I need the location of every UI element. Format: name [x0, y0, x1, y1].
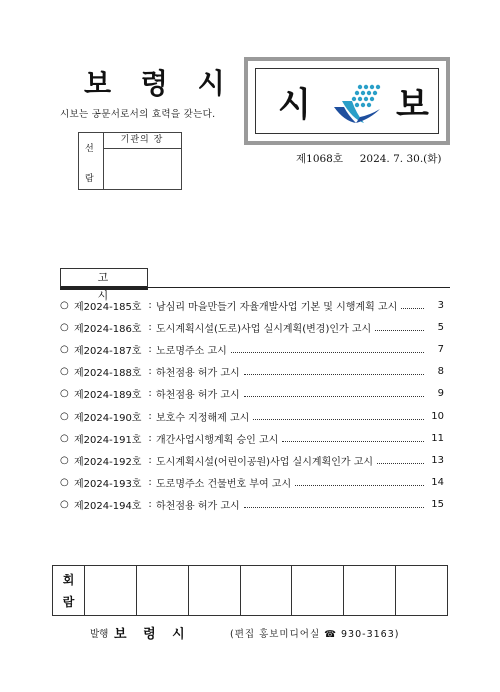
notice-number: 제2024-186호	[74, 323, 142, 335]
circulation-cell	[137, 566, 189, 615]
notice-leader	[295, 485, 424, 486]
notice-leader	[231, 352, 424, 353]
gazette-logo	[244, 57, 450, 145]
notice-bullet-icon: ○	[60, 366, 69, 378]
notice-leader	[253, 419, 424, 420]
notice-separator: :	[148, 321, 152, 333]
notice-leader	[375, 330, 424, 331]
notice-title: 노로명주소 고시	[156, 345, 227, 357]
notice-number: 제2024-191호	[74, 434, 142, 446]
sign-head-label: 기관의 장	[103, 133, 181, 149]
city-emblem-icon	[330, 81, 390, 127]
notice-bullet-icon: ○	[60, 432, 69, 444]
notice-page: 10	[431, 410, 444, 422]
city-title: 보 령 시	[84, 67, 235, 100]
sign-side-column	[79, 133, 104, 189]
notice-item[interactable]	[60, 450, 444, 470]
notice-page: 11	[431, 432, 444, 444]
tagline: 시보는 공문서로서의 효력을 갖는다.	[60, 109, 216, 120]
notice-number: 제2024-188호	[74, 368, 142, 380]
footer-publisher-label: 발행	[90, 629, 109, 640]
circulation-label	[53, 566, 85, 615]
notice-item[interactable]	[60, 339, 444, 359]
notice-bullet-icon: ○	[60, 477, 69, 489]
notice-page: 13	[431, 454, 444, 466]
notice-separator: :	[148, 388, 152, 400]
notice-page: 14	[431, 477, 444, 489]
notice-bullet-icon: ○	[60, 499, 69, 511]
issue-line	[296, 151, 442, 166]
notice-item[interactable]	[60, 428, 444, 448]
notice-number: 제2024-189호	[74, 390, 142, 402]
notice-title: 도시계획시설(어린이공원)사업 실시계획인가 고시	[156, 456, 374, 468]
logo-char-si: 시	[278, 85, 311, 125]
notice-item[interactable]	[60, 295, 444, 315]
circulation-cell	[241, 566, 293, 615]
notice-item[interactable]	[60, 495, 444, 515]
notice-bullet-icon: ○	[60, 343, 69, 355]
notice-separator: :	[148, 432, 152, 444]
issue-date: 2024. 7. 30.(화)	[359, 153, 442, 165]
notice-page: 8	[437, 366, 444, 378]
notice-leader	[282, 441, 424, 442]
notice-number: 제2024-192호	[74, 456, 142, 468]
notice-title: 남심리 마을만들기 자율개발사업 기본 및 시행계획 고시	[156, 301, 398, 313]
notice-item[interactable]	[60, 406, 444, 426]
sign-side-bottom: 람	[85, 174, 94, 184]
notice-title: 도시계획시설(도로)사업 실시계획(변경)인가 고시	[156, 323, 372, 335]
notice-bullet-icon: ○	[60, 321, 69, 333]
notice-item[interactable]	[60, 473, 444, 493]
notice-page: 5	[437, 321, 444, 333]
logo-char-bo: 보	[396, 85, 429, 125]
review-sign-box	[78, 132, 182, 190]
notice-page: 7	[437, 343, 444, 355]
notice-separator: :	[148, 477, 152, 489]
circulation-label-top: 회	[62, 573, 75, 588]
circulation-box	[52, 565, 448, 616]
circulation-cell	[189, 566, 241, 615]
notice-separator: :	[148, 499, 152, 511]
notice-item[interactable]	[60, 317, 444, 337]
circulation-cell	[344, 566, 396, 615]
notice-heading: 고 시	[60, 268, 148, 290]
notice-number: 제2024-193호	[74, 479, 142, 491]
notice-title: 하천점용 허가 고시	[156, 501, 240, 513]
circulation-cell	[396, 566, 447, 615]
notice-separator: :	[148, 343, 152, 355]
notice-title: 하천점용 허가 고시	[156, 368, 240, 380]
footer-editor: (편집 홍보미디어실 ☎ 930-3163)	[230, 629, 400, 640]
notice-title: 보호수 지정해제 고시	[156, 412, 250, 424]
notice-divider	[60, 287, 450, 288]
notice-item[interactable]	[60, 384, 444, 404]
circulation-cell	[85, 566, 137, 615]
notice-page: 3	[437, 299, 444, 311]
circulation-cell	[292, 566, 344, 615]
notice-separator: :	[148, 410, 152, 422]
notice-item[interactable]	[60, 362, 444, 382]
sign-side-top: 선	[85, 144, 94, 154]
notice-page: 15	[431, 499, 444, 511]
gazette-logo-frame	[255, 68, 439, 134]
notice-bullet-icon: ○	[60, 299, 69, 311]
notice-title: 하천점용 허가 고시	[156, 390, 240, 402]
circulation-label-bottom: 람	[62, 594, 75, 609]
notice-title: 도로명주소 건물번호 부여 고시	[156, 479, 292, 491]
notice-separator: :	[148, 299, 152, 311]
notice-title: 개간사업시행계획 승인 고시	[156, 434, 279, 446]
notice-leader	[244, 374, 424, 375]
issue-number: 제1068호	[296, 153, 344, 165]
notice-page: 9	[437, 388, 444, 400]
notice-bullet-icon: ○	[60, 388, 69, 400]
notice-bullet-icon: ○	[60, 454, 69, 466]
notice-leader	[377, 463, 424, 464]
notice-bullet-icon: ○	[60, 410, 69, 422]
notice-separator: :	[148, 366, 152, 378]
notice-number: 제2024-185호	[74, 301, 142, 313]
footer-publisher-name: 보 령 시	[114, 627, 191, 642]
notice-leader	[401, 308, 424, 309]
notice-number: 제2024-187호	[74, 345, 142, 357]
notice-number: 제2024-190호	[74, 412, 142, 424]
notice-leader	[244, 507, 424, 508]
notice-number: 제2024-194호	[74, 501, 142, 513]
notice-separator: :	[148, 454, 152, 466]
notice-leader	[244, 396, 424, 397]
